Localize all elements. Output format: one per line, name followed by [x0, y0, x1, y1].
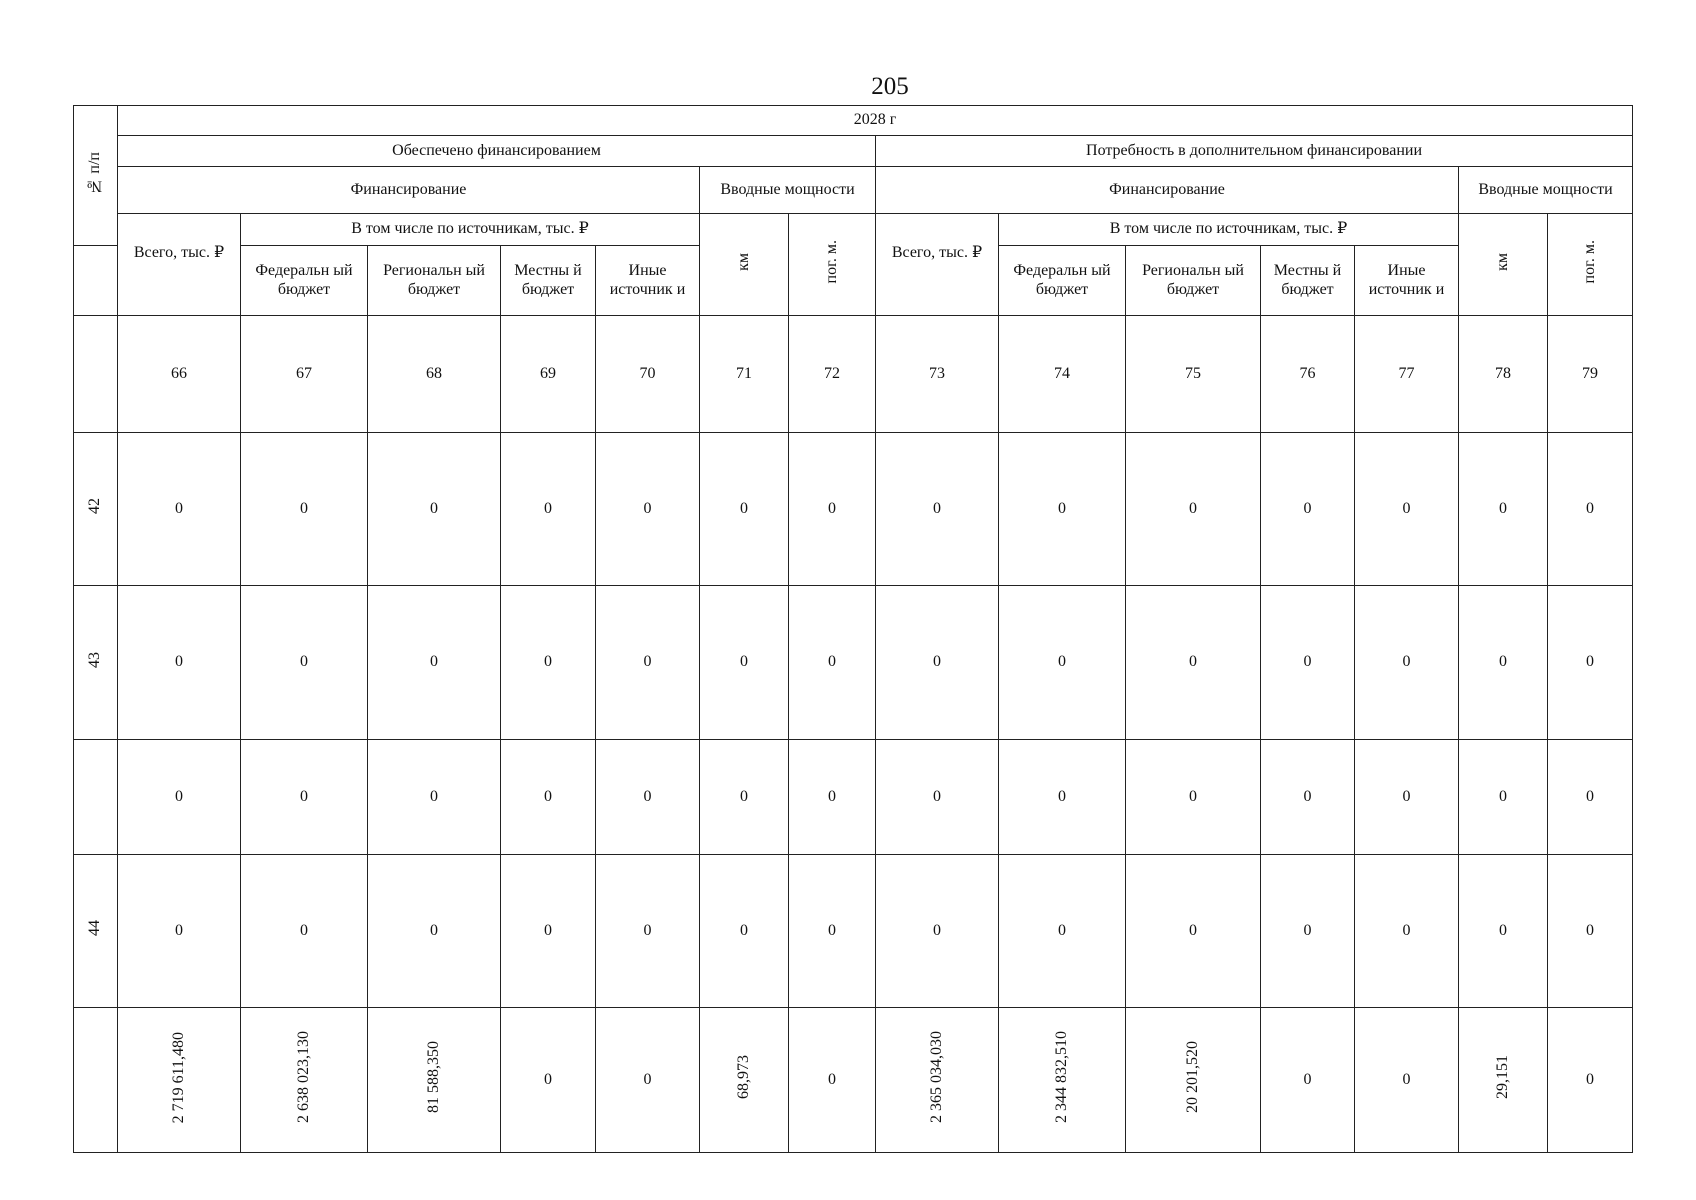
total-cell: 2 719 611,480: [118, 1008, 241, 1153]
by-sources-header: В том числе по источникам, тыс. ₽: [999, 214, 1459, 246]
table-cell: 0: [700, 855, 789, 1008]
table-cell: 0: [1261, 433, 1355, 586]
total-header: Всего, тыс. ₽: [118, 214, 241, 316]
table-cell: 0: [789, 433, 876, 586]
federal-budget-header: Федеральн ый бюджет: [241, 246, 368, 316]
pog-m-header: пог. м.: [1548, 214, 1633, 316]
table-cell: 0: [1459, 740, 1548, 855]
table-cell: 0: [1126, 433, 1261, 586]
table-cell: 0: [1355, 855, 1459, 1008]
table-cell: 0: [999, 433, 1126, 586]
row-id: [74, 740, 118, 855]
row-id: 44: [74, 855, 118, 1008]
total-cell: 2 365 034,030: [876, 1008, 999, 1153]
table-cell: 0: [1459, 433, 1548, 586]
column-number: 78: [1459, 316, 1548, 433]
table-cell: 0: [1126, 740, 1261, 855]
table-cell: 0: [1261, 855, 1355, 1008]
table-cell: 0: [999, 740, 1126, 855]
table-cell: 0: [368, 586, 501, 740]
row-number-header: № п/п: [74, 106, 118, 246]
table-cell: 0: [876, 586, 999, 740]
column-number: 73: [876, 316, 999, 433]
total-cell: 2 344 832,510: [999, 1008, 1126, 1153]
table-cell: 0: [241, 740, 368, 855]
table-cell: 0: [700, 740, 789, 855]
total-cell: 0: [1355, 1008, 1459, 1153]
table-cell: 0: [118, 433, 241, 586]
total-cell: 0: [596, 1008, 700, 1153]
table-cell: 0: [876, 855, 999, 1008]
table-cell: 0: [368, 433, 501, 586]
federal-budget-header: Федеральн ый бюджет: [999, 246, 1126, 316]
table-cell: 0: [1548, 740, 1633, 855]
table-cell: 0: [1261, 586, 1355, 740]
total-cell: 0: [1548, 1008, 1633, 1153]
column-number: 74: [999, 316, 1126, 433]
table-cell: 0: [596, 855, 700, 1008]
regional-budget-header: Региональн ый бюджет: [368, 246, 501, 316]
table-cell: 0: [876, 433, 999, 586]
table-cell: 0: [999, 855, 1126, 1008]
total-cell: 0: [501, 1008, 596, 1153]
table-cell: 0: [1261, 740, 1355, 855]
table-cell: 0: [1355, 740, 1459, 855]
table-row: [74, 740, 1633, 855]
pog-m-header: пог. м.: [789, 214, 876, 316]
table-cell: 0: [1355, 586, 1459, 740]
totals-row: [74, 1008, 1633, 1153]
total-cell: 2 638 023,130: [241, 1008, 368, 1153]
additional-financing-header: Потребность в дополнительном финансировании: [876, 136, 1633, 167]
other-sources-header: Иные источник и: [596, 246, 700, 316]
table-cell: 0: [501, 855, 596, 1008]
year-header: 2028 г: [118, 106, 1633, 136]
table-cell: 0: [1548, 586, 1633, 740]
column-number: 77: [1355, 316, 1459, 433]
column-number: 67: [241, 316, 368, 433]
table-cell: 0: [118, 855, 241, 1008]
table-row: [74, 855, 1633, 1008]
table-row: [74, 586, 1633, 740]
column-number: 76: [1261, 316, 1355, 433]
table-cell: 0: [501, 433, 596, 586]
total-cell: 68,973: [700, 1008, 789, 1153]
capacity-header: Вводные мощности: [1459, 167, 1633, 214]
table-cell: 0: [596, 586, 700, 740]
table-cell: 0: [241, 433, 368, 586]
km-header: км: [700, 214, 789, 316]
financing-header: Финансирование: [118, 167, 700, 214]
column-number: 69: [501, 316, 596, 433]
table-cell: 0: [241, 586, 368, 740]
table-cell: 0: [241, 855, 368, 1008]
secured-financing-header: Обеспечено финансированием: [118, 136, 876, 167]
column-number: 79: [1548, 316, 1633, 433]
local-budget-header: Местны й бюджет: [501, 246, 596, 316]
total-cell: 81 588,350: [368, 1008, 501, 1153]
table-cell: 0: [1548, 855, 1633, 1008]
table-cell: 0: [1126, 855, 1261, 1008]
total-cell: 20 201,520: [1126, 1008, 1261, 1153]
totals-label-blank: [74, 1008, 118, 1153]
table-cell: 0: [596, 740, 700, 855]
column-number: 68: [368, 316, 501, 433]
table-cell: 0: [700, 433, 789, 586]
total-header: Всего, тыс. ₽: [876, 214, 999, 316]
regional-budget-header: Региональн ый бюджет: [1126, 246, 1261, 316]
table-cell: 0: [876, 740, 999, 855]
table-cell: 0: [999, 586, 1126, 740]
table-cell: 0: [118, 740, 241, 855]
table-cell: 0: [700, 586, 789, 740]
financing-header: Финансирование: [876, 167, 1459, 214]
column-number: 66: [118, 316, 241, 433]
km-header: км: [1459, 214, 1548, 316]
row-id: 42: [74, 433, 118, 586]
by-sources-header: В том числе по источникам, тыс. ₽: [241, 214, 700, 246]
column-number: 75: [1126, 316, 1261, 433]
table-cell: 0: [789, 586, 876, 740]
table-cell: 0: [501, 740, 596, 855]
table-cell: 0: [118, 586, 241, 740]
table-cell: 0: [501, 586, 596, 740]
table-cell: 0: [1548, 433, 1633, 586]
total-cell: 0: [1261, 1008, 1355, 1153]
table-cell: 0: [596, 433, 700, 586]
table-cell: 0: [789, 855, 876, 1008]
column-number-blank: [74, 316, 118, 433]
page-number: 205: [871, 73, 909, 100]
total-cell: 0: [789, 1008, 876, 1153]
other-sources-header: Иные источник и: [1355, 246, 1459, 316]
row-number-header-cont: [74, 246, 118, 316]
local-budget-header: Местны й бюджет: [1261, 246, 1355, 316]
column-number-row: [74, 316, 1633, 433]
capacity-header: Вводные мощности: [700, 167, 876, 214]
table-row: [74, 433, 1633, 586]
table-cell: 0: [1459, 586, 1548, 740]
column-number: 72: [789, 316, 876, 433]
row-id: 43: [74, 586, 118, 740]
table-cell: 0: [368, 740, 501, 855]
table-cell: 0: [1459, 855, 1548, 1008]
table-cell: 0: [1126, 586, 1261, 740]
column-number: 70: [596, 316, 700, 433]
table-cell: 0: [789, 740, 876, 855]
financing-table: [73, 105, 1633, 1153]
column-number: 71: [700, 316, 789, 433]
table-cell: 0: [1355, 433, 1459, 586]
table-cell: 0: [368, 855, 501, 1008]
total-cell: 29,151: [1459, 1008, 1548, 1153]
